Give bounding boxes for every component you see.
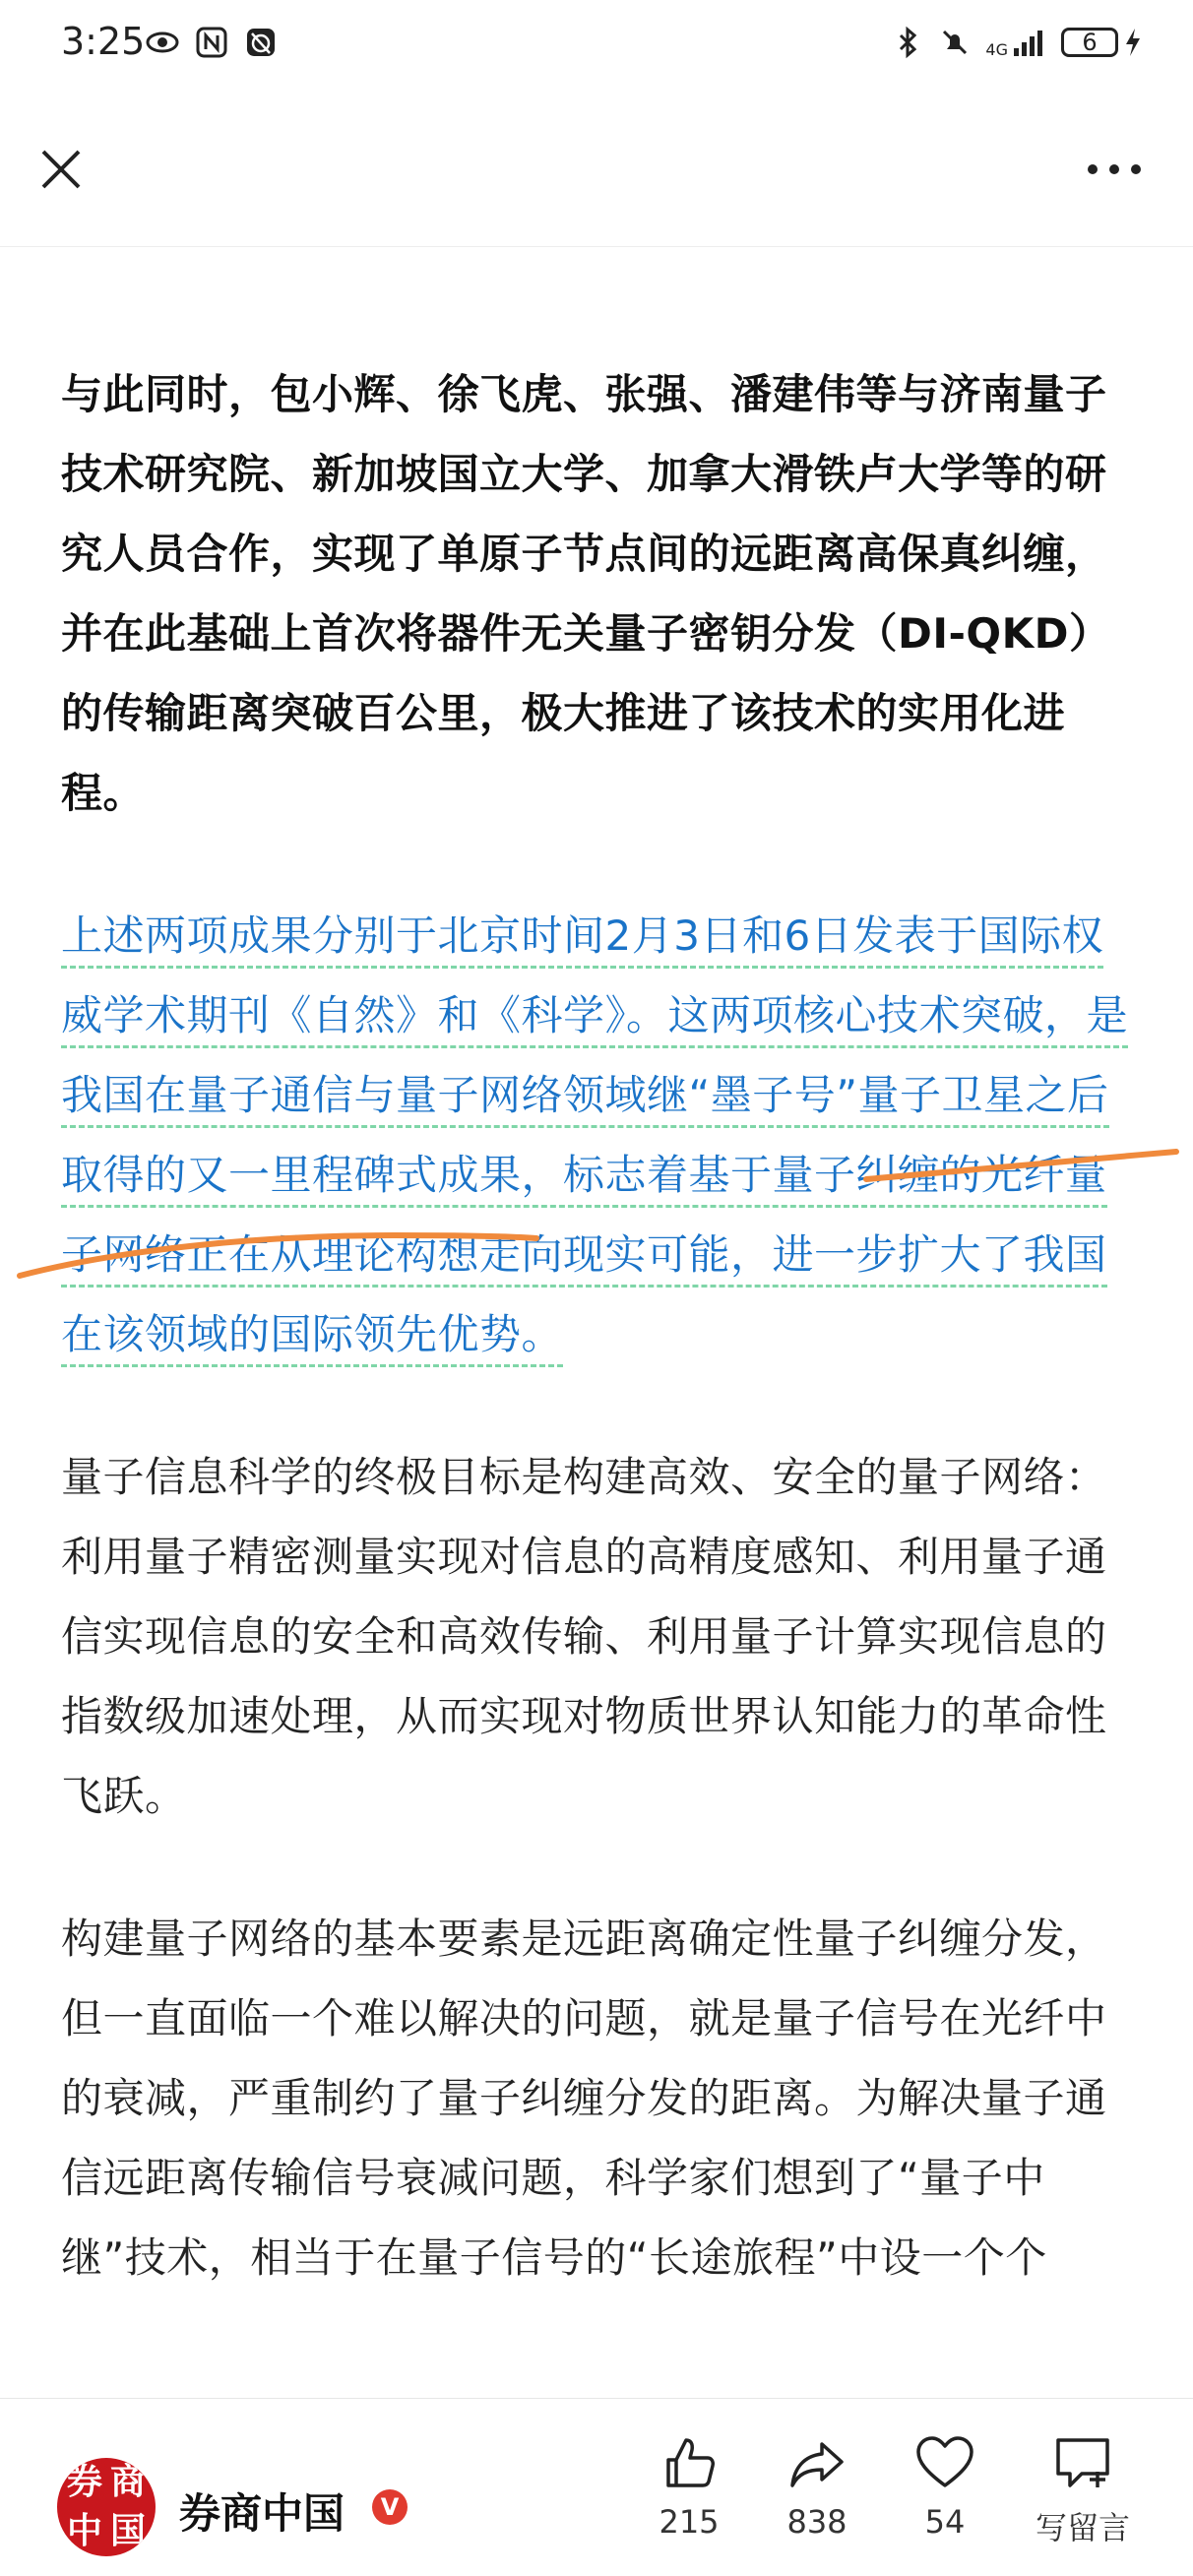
favorite-count: 54 <box>924 2503 966 2541</box>
bluetooth-icon <box>891 26 924 59</box>
signal-group <box>985 27 1047 58</box>
share-button[interactable] <box>763 2432 871 2541</box>
avatar-char: 中 <box>66 2511 102 2551</box>
paragraph-body: 量子信息科学的终极目标是构建高效、安全的量子网络：利用量子精密测量实现对信息的高精度感知、利用量子通信实现信息的安全和高效传输、利用量子计算实现信息的指数级加速处理，从而实现对物质世界认知能力的革命性飞跃。 <box>61 1453 1107 1820</box>
paragraph-body: 构建量子网络的基本要素是远距离确定性量子纠缠分发，但一直面临一个难以解决的问题，就是量子信号在光纤中的衰减，严重制约了量子纠缠分发的距离。为解决量子通信远距离传输信号衰减问题，科学家们想到了“量子中继”技术，相当于在量子信号的“长途旅程”中设一个个 <box>61 1915 1107 2282</box>
bottom-action-bar <box>0 2398 1193 2576</box>
battery-level: 6 <box>1061 28 1118 57</box>
share-arrow-icon <box>786 2432 848 2493</box>
favorite-button[interactable] <box>891 2432 999 2541</box>
share-count: 838 <box>786 2503 848 2541</box>
comment-plus-icon <box>1052 2432 1113 2493</box>
status-bar <box>0 0 1193 98</box>
app-header <box>0 98 1193 247</box>
signal-icon <box>1012 27 1047 58</box>
account-name[interactable]: 券商中国 <box>179 2489 345 2538</box>
paragraph-highlighted-link[interactable] <box>61 896 1134 1374</box>
paragraph-highlighted-text[interactable]: 上述两项成果分别于北京时间2月3日和6日发表于国际权威学术期刊《自然》和《科学》。这两项核心技术突破，是我国在量子通信与量子网络领域继“墨子号”量子卫星之后取得的又一里程碑式成果，标志着基于量子纠缠的光纤量子网络正在从理论构想走向现实可能，进一步扩大了我国在该领域的国际领先优势。 <box>61 911 1128 1367</box>
thumbs-up-icon <box>659 2432 720 2493</box>
eye-icon <box>146 26 179 59</box>
alarm-off-icon <box>244 26 278 59</box>
like-count: 215 <box>659 2503 720 2541</box>
battery-indicator <box>1061 27 1142 58</box>
paragraph-bold: 与此同时，包小辉、徐飞虎、张强、潘建伟等与济南量子技术研究院、新加坡国立大学、加拿大滑铁卢大学等的研究人员合作，实现了单原子节点间的远距离高保真纠缠，并在此基础上首次将器件无关量子密钥分发（DI-QKD）的传输距离突破百公里，极大推进了该技术的实用化进程。 <box>61 370 1111 817</box>
status-time: 3:25 <box>61 20 146 63</box>
article-body <box>61 246 1134 2297</box>
verified-badge-icon: V <box>372 2489 408 2525</box>
more-icon[interactable] <box>1085 159 1144 179</box>
comment-button[interactable] <box>1019 2432 1147 2548</box>
avatar-char: 国 <box>109 2511 146 2551</box>
like-button[interactable] <box>635 2432 743 2541</box>
avatar-char: 商 <box>109 2462 146 2502</box>
charging-icon <box>1124 27 1142 58</box>
avatar-char: 券 <box>66 2462 102 2502</box>
comment-label: 写留言 <box>1035 2509 1130 2546</box>
status-right-icons <box>891 26 1142 59</box>
heart-icon <box>914 2432 975 2493</box>
close-icon[interactable] <box>37 146 85 193</box>
network-type: 4G <box>985 40 1008 59</box>
account-avatar[interactable] <box>57 2458 156 2556</box>
mute-icon <box>938 26 972 59</box>
status-left-icons <box>146 26 278 59</box>
nfc-icon <box>195 26 228 59</box>
